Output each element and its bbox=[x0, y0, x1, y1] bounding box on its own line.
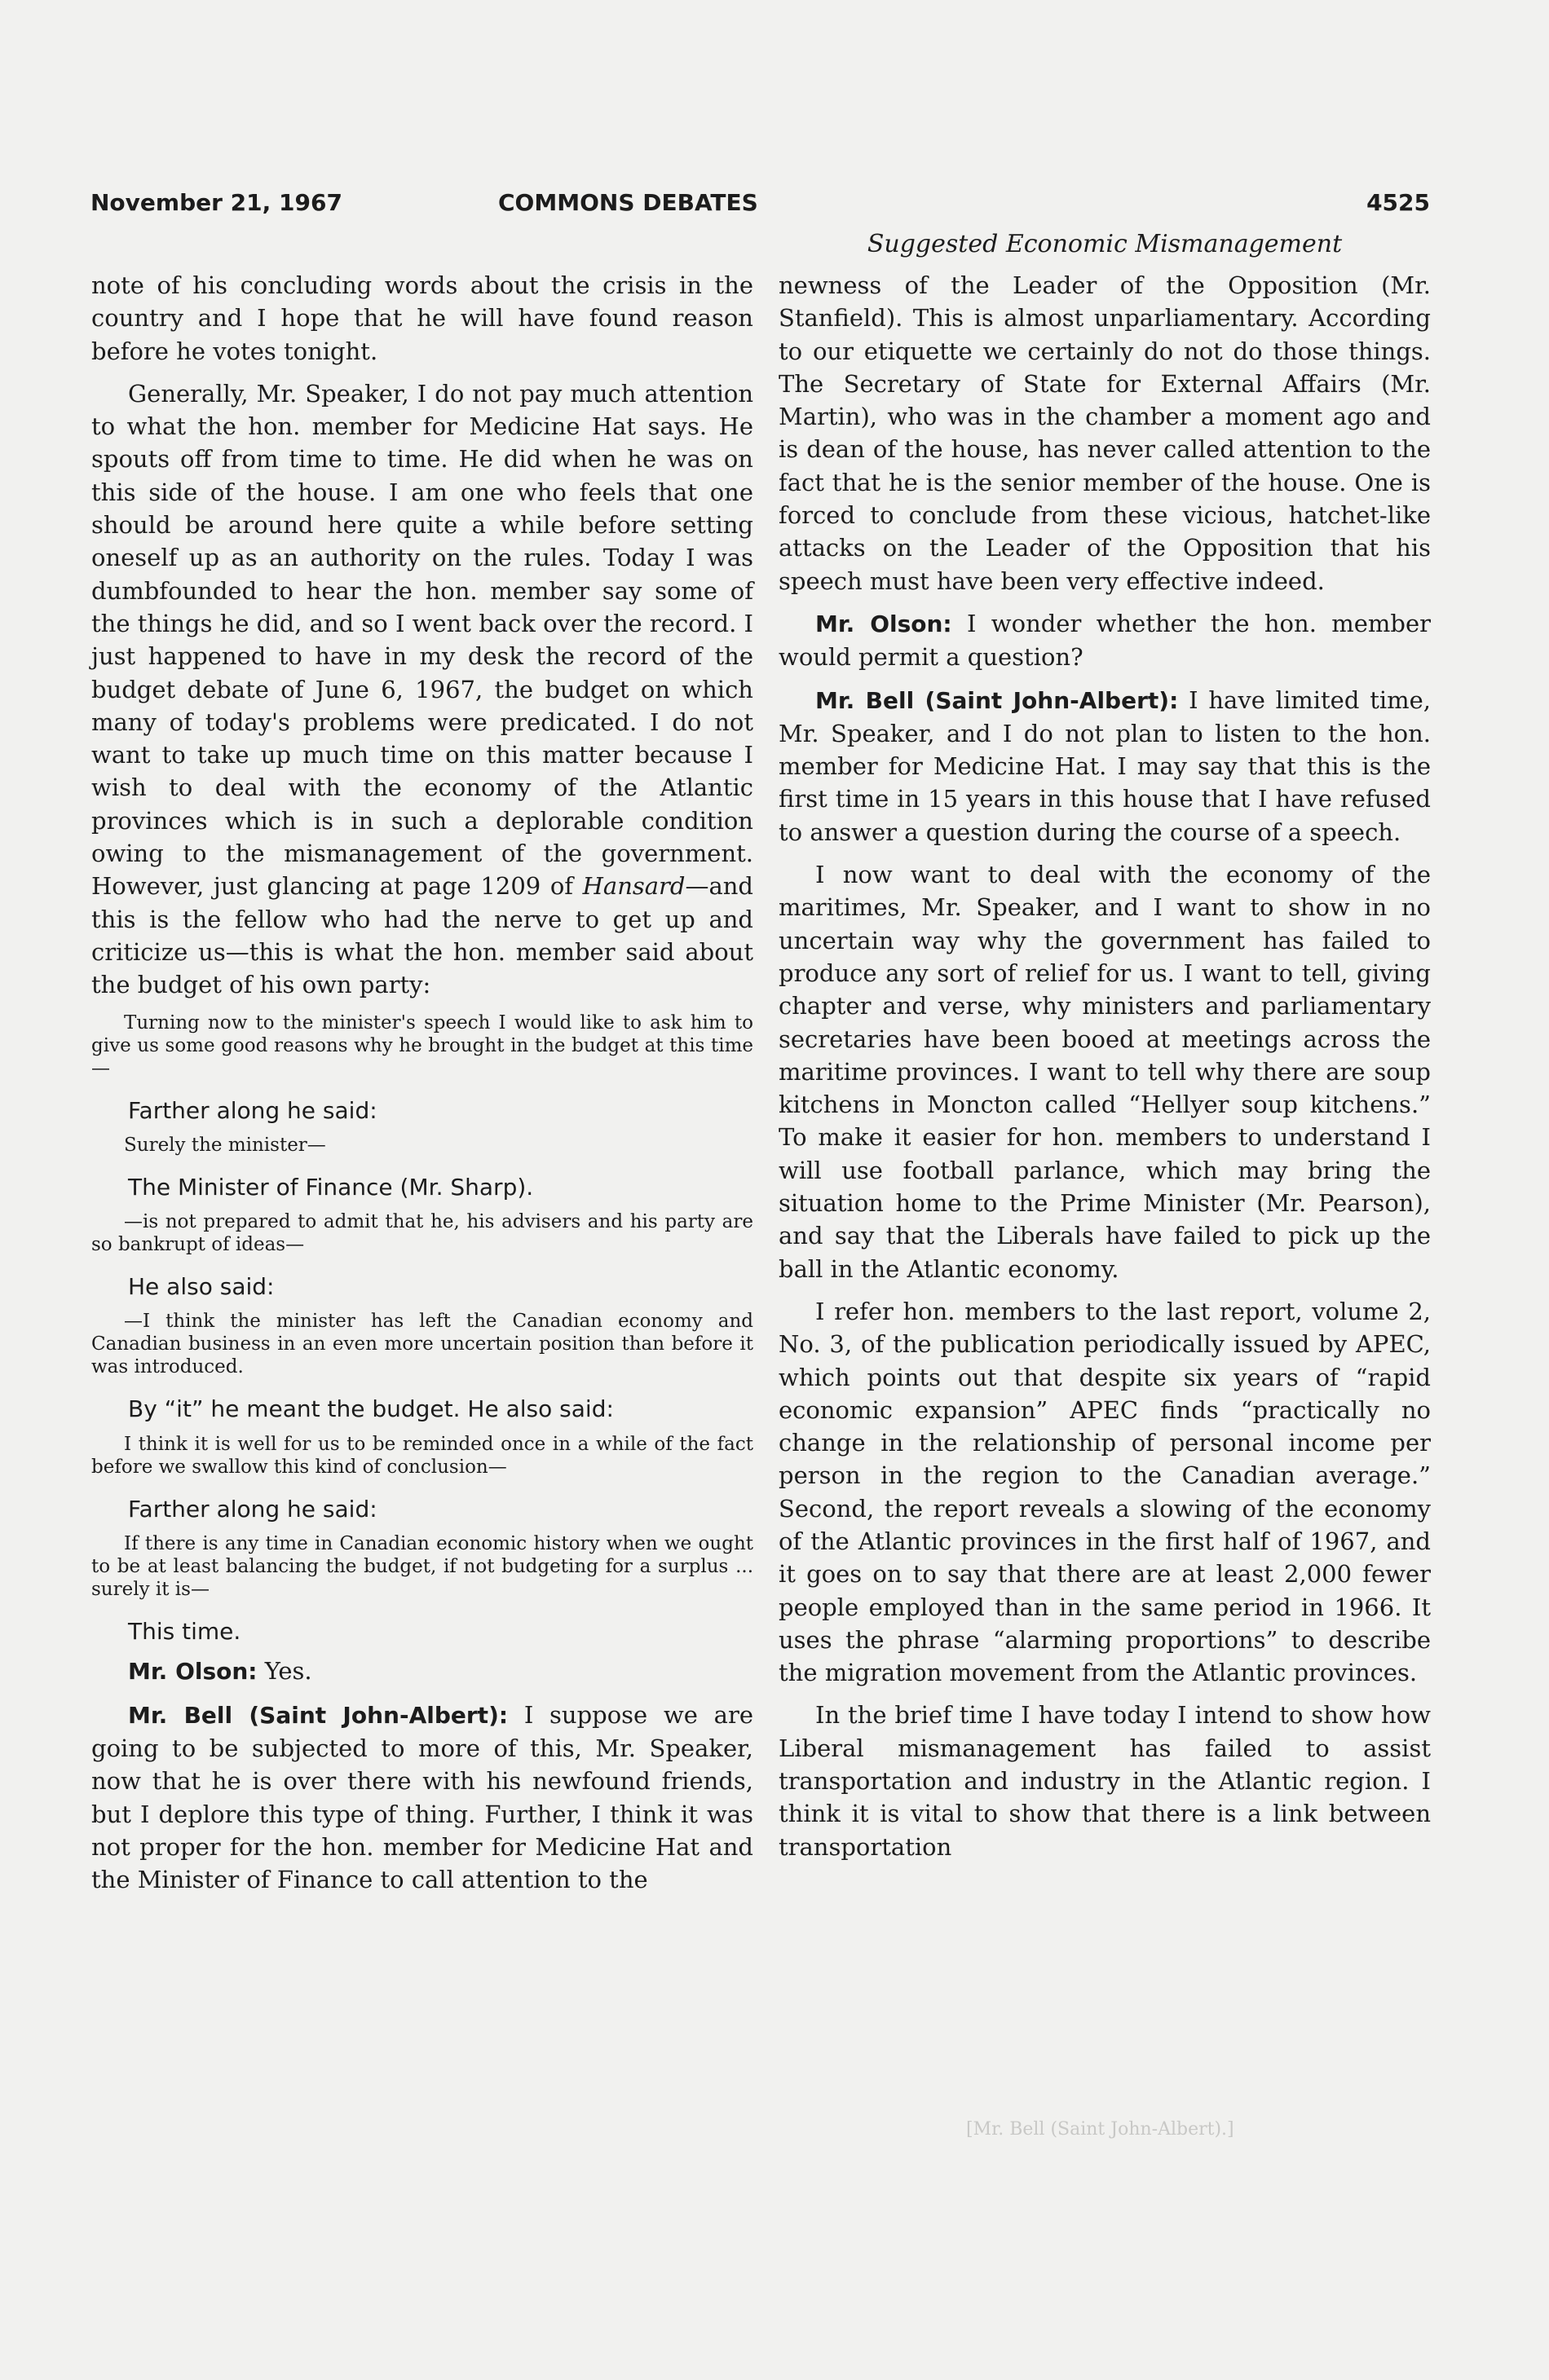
paragraph: He also said: bbox=[128, 1273, 275, 1301]
page-header bbox=[90, 189, 1430, 222]
paragraph bbox=[91, 377, 753, 1002]
paragraph: I refer hon. members to the last report, volume 2, No. 3, of the publication periodically issued by APEC, which points out that despite six years of “rapid economic expansion” APEC finds “practically no change in the relationship of personal income per person in the region to the Canadian average.” Second, the report reveals a slowing of the economy of the Atlantic provinces in the first half of 1967, and it goes on to say that there are at least 2,000 fewer people employed than in the same period in 1966. It uses the phrase “alarming proportions” to describe the migration movement from the Atlantic provinces. bbox=[779, 1297, 1431, 1687]
speaker-name: Mr. Bell (Saint John-Albert): bbox=[815, 686, 1179, 714]
speaker-name: Mr. Olson: bbox=[815, 610, 952, 637]
paragraph: note of his concluding words about the crisis in the country and I hope that he will have found reason before he votes tonight. bbox=[91, 271, 753, 365]
speech-text: I have limited time, Mr. Speaker, and I do not plan to listen to the hon. member for Medicine Hat. I may say that this is the first time in 15 years in this house that I have refused to answer a question during the course of a speech. bbox=[779, 685, 1431, 846]
speech-bell bbox=[91, 1699, 753, 1897]
speech-text: I wonder whether the hon. member would permit a question? bbox=[779, 609, 1432, 672]
speech-bell bbox=[779, 684, 1431, 848]
section-subheader: Suggested Economic Mismanagement bbox=[867, 230, 1343, 258]
hansard-italic: Hansard bbox=[582, 872, 686, 901]
header-page-number: 4525 bbox=[1366, 189, 1430, 216]
paragraph: This time. bbox=[128, 1618, 241, 1646]
quotation: —is not prepared to admit that he, his advisers and his party are so bankrupt of ideas— bbox=[91, 1211, 753, 1256]
faint-footnote: [Mr. Bell (Saint John-Albert).] bbox=[966, 2119, 1234, 2140]
paragraph: Farther along he said: bbox=[128, 1096, 377, 1124]
paragraph: Farther along he said: bbox=[128, 1495, 377, 1523]
quotation: I think it is well for us to be reminded once in a while of the fact before we swallow this kind of conclusion— bbox=[91, 1433, 753, 1478]
right-column bbox=[779, 269, 1431, 1873]
speaker-name: Mr. Bell (Saint John-Albert): bbox=[128, 1701, 509, 1729]
quotation: If there is any time in Canadian economic history when we ought to be at least balancing the budget, if not budgeting for a surplus ... surely it is— bbox=[91, 1533, 753, 1601]
header-date: November 21, 1967 bbox=[90, 189, 342, 216]
speech-olson bbox=[779, 607, 1431, 674]
paragraph: By “it” he meant the budget. He also said: bbox=[128, 1395, 614, 1423]
quotation: Surely the minister— bbox=[124, 1134, 326, 1156]
paragraph: newness of the Leader of the Opposition (Mr. Stanfield). This is almost unparliamentary. According to our etiquette we certainly do not do those things. The Secretary of State for External Affairs (Mr. Martin), who was in the chamber a moment ago and is dean of the house, has never called attention to the fact that he is the senior member of the house. One is forced to conclude from these vicious, hatchet-like attacks on the Leader of the Opposition that his speech must have been very effective indeed. bbox=[779, 271, 1431, 595]
paragraph: The Minister of Finance (Mr. Sharp). bbox=[128, 1173, 534, 1201]
speech-olson bbox=[91, 1655, 753, 1688]
paragraph: In the brief time I have today I intend to show how Liberal mismanagement has failed to assist transportation and industry in the Atlantic region. I think it is vital to show that there is a link between transportation bbox=[779, 1701, 1431, 1861]
left-column bbox=[91, 269, 753, 1906]
paragraph-text: —and this is the fellow who had the nerve to get up and criticize us—this is what the hon. member said about the budget of his own party: bbox=[91, 872, 753, 999]
speech-text: Yes. bbox=[257, 1657, 312, 1686]
paragraph-text: Generally, Mr. Speaker, I do not pay much attention to what the hon. member for Medicine Hat says. He spouts off from time to time. He did when he was on this side of the house. I am one who feels that one should be around here quite a while before setting oneself up as an authority on the rules. Today I was dumbfounded to hear the hon. member say some of the things he did, and so I went back over the record. I just happened to have in my desk the record of the budget debate of June 6, 1967, the budget on which many of today's problems were predicated. I do not want to take up much time on this matter because I wish to deal with the economy of the Atlantic provinces which is in such a deplorable condition owing to the mismanagement of the government. However, just glancing at page 1209 of bbox=[91, 379, 753, 901]
paragraph: I now want to deal with the economy of the maritimes, Mr. Speaker, and I want to show in no uncertain way why the government has failed to produce any sort of relief for us. I want to tell, giving chapter and verse, why ministers and parliamentary secretaries have been booed at meetings across the maritime provinces. I want to tell why there are soup kitchens in Moncton called “Hellyer soup kitchens.” To make it easier for hon. members to understand I will use football parlance, which may bring the situation home to the Prime Minister (Mr. Pearson), and say that the Liberals have failed to pick up the ball in the Atlantic economy. bbox=[779, 861, 1431, 1283]
quotation: Turning now to the minister's speech I would like to ask him to give us some good reasons why he brought in the budget at this time— bbox=[91, 1012, 753, 1079]
speech-text: I suppose we are going to be subjected to more of this, Mr. Speaker, now that he is over there with his newfound friends, but I deplore this type of thing. Further, I think it was not proper for the hon. member for Medicine Hat and the Minister of Finance to call attention to the bbox=[91, 1700, 753, 1894]
quotation: —I think the minister has left the Canadian economy and Canadian business in an even more uncertain position than before it was introduced. bbox=[91, 1311, 753, 1378]
header-title: COMMONS DEBATES bbox=[498, 189, 758, 216]
speaker-name: Mr. Olson: bbox=[128, 1658, 258, 1686]
